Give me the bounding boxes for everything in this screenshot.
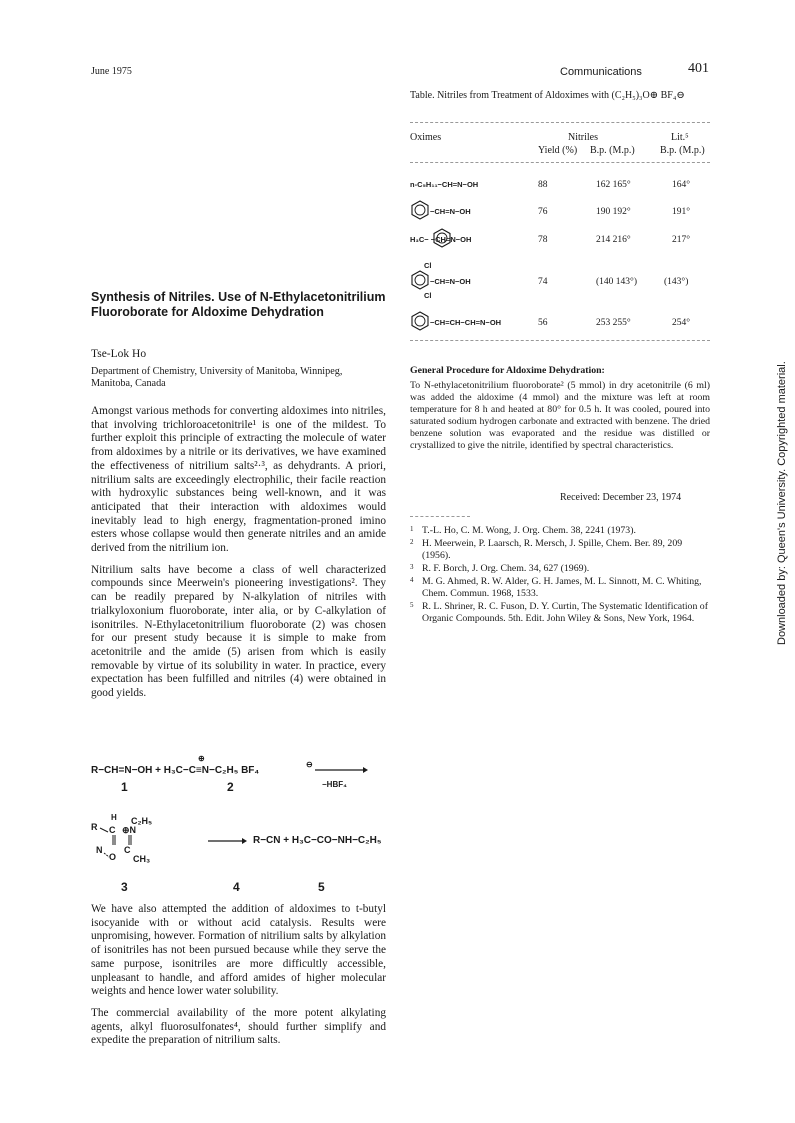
table-rule-top (410, 122, 710, 123)
reference-number: 2 (410, 538, 414, 546)
yield-value: 74 (538, 277, 548, 287)
col-bp: B.p. (M.p.) (590, 145, 635, 156)
table-rule-bottom (410, 340, 710, 341)
running-section: Communications (560, 66, 642, 78)
benzene-ring-icon (410, 311, 430, 331)
reference-item (410, 601, 710, 625)
reference-text: M. G. Ahmed, R. W. Alder, G. H. James, M. L. Sinnott, M. C. Whiting, Chem. Commun. 1968, 1533. (422, 576, 702, 599)
oxime-structure: −CH=CH−CH=N−OH (430, 318, 502, 327)
col-lit: Lit.⁵ (671, 132, 689, 143)
article-body-bottom (91, 903, 386, 1056)
reference-text: R. L. Shriner, R. C. Fuson, D. Y. Curtin, The Systematic Identification of Organic Compounds. 5th. Edit. John Wiley & Sons, New York, 1964. (422, 601, 708, 624)
oxime-structure: n-C₅H₁₁−CH=N−OH (410, 180, 479, 189)
col-yield: Yield (%) (538, 145, 578, 156)
procedure-text: To N-ethylacetonitrilium fluoroborate² (5 mmol) in dry acetonitrile (6 ml) was added the aldoxime (4 mmol) and the mixture was left at room temperature for 8 h and heated at 80° for 0.5 h. It was cooled, poured into saturated sodium hydrogen carbonate and extracted with benzene. The dried benzene solution was evaporated and the residue was distilled or crystallized to give the nitrile, identified by spectral characteristics. (410, 380, 710, 451)
running-date: June 1975 (91, 66, 132, 77)
ring-hydrogen: H (111, 813, 117, 822)
yield-value: 76 (538, 207, 548, 217)
procedure-heading: General Procedure for Aldoxime Dehydration: (410, 365, 605, 376)
col-nitriles: Nitriles (568, 132, 598, 143)
compound-number-5: 5 (318, 880, 325, 894)
reference-item (410, 563, 710, 575)
reaction-arrow-2 (206, 836, 248, 846)
page-number: 401 (688, 61, 709, 76)
article-title: Synthesis of Nitriles. Use of N-Ethylacetonitrilium Fluoroborate for Aldoxime Dehydration (91, 290, 386, 319)
reference-text: T.-L. Ho, C. M. Wong, J. Org. Chem. 38, 2241 (1973). (422, 525, 636, 536)
article-body-top (91, 405, 386, 709)
chloro-bottom: Cl (424, 291, 432, 300)
scheme-nitrilium-charge: ⊕ (198, 754, 205, 763)
bp-value: 190 192° (596, 207, 631, 217)
reference-number: 1 (410, 525, 414, 533)
reaction-arrow-1 (313, 764, 369, 776)
scheme-bf4-charge: ⊖ (306, 760, 313, 769)
reference-text: H. Meerwein, P. Laarsch, R. Mersch, J. Spille, Chem. Ber. 89, 209 (1956). (422, 538, 683, 561)
scheme-reaction-1: R−CH=N−OH + H₃C−C≡N−C₂H₅ BF₄ (91, 765, 260, 776)
download-watermark: Downloaded by: Queen's University. Copyrighted material. (776, 361, 788, 645)
general-procedure (410, 365, 710, 452)
received-date: Received: December 23, 1974 (560, 492, 682, 503)
reference-text: R. F. Borch, J. Org. Chem. 34, 627 (1969). (422, 563, 590, 574)
lit-value: 254° (672, 318, 691, 328)
reference-number: 4 (410, 576, 414, 584)
table-caption: Table. Nitriles from Treatment of Aldoximes with (C₂H₅)₃O⊕ BF₄⊖ (410, 90, 685, 101)
paragraph-1: Amongst various methods for converting aldoximes into nitriles, that involving trichloroacetonitrile¹ is one of the mildest. To further exploit this principle of extracting the molecule of water from aldoximes by a nitrile or its derivatives, we have examined the effectiveness of nitrilium salts²·³, as dehydrants. A priori, nitrilium salts are exceedingly electrophilic, their facile reaction with hydroxylic substances being well-known, and it was anticipated that their interaction with aldoximes would inevitably lead to high energy, fragmentation-proned imino esters whose collapse would then generate nitriles and an amide derived from the nitrilium ion. (91, 405, 386, 555)
ring-oxygen: O (109, 852, 117, 862)
lit-value: 217° (672, 235, 691, 245)
compound-number-4: 4 (233, 880, 240, 894)
bp-value: 253 255° (596, 318, 631, 328)
lit-value: 164° (672, 180, 691, 190)
col-lit-bp: B.p. (M.p.) (660, 145, 705, 156)
reference-number: 5 (410, 601, 414, 609)
ring-methyl: CH₃ (133, 854, 151, 864)
reference-item (410, 525, 710, 537)
compound-number-3: 3 (121, 880, 128, 894)
reference-item (410, 576, 710, 600)
paragraph-4: The commercial availability of the more potent alkylating agents, alkyl fluorosulfonates⁴, should further simplify and expedite the preparation of nitrilium salts. (91, 1006, 386, 1047)
ring-ethyl: C₂H₅ (131, 816, 153, 826)
reference-number: 3 (410, 563, 414, 571)
nitriles-table (410, 122, 710, 342)
references-list (410, 525, 710, 626)
ring-carbon: C (109, 825, 116, 835)
scheme-products: R−CN + H₃C−CO−NH−C₂H₅ (253, 835, 382, 846)
benzene-ring-icon (410, 270, 430, 290)
author: Tse-Lok Ho (91, 348, 147, 360)
yield-value: 56 (538, 318, 548, 328)
ring-bonds (91, 812, 181, 867)
scheme-condition: −HBF₄ (322, 780, 347, 789)
bp-value: (140 143°) (596, 277, 638, 287)
imino-ester-structure (91, 812, 181, 862)
lit-value: 191° (672, 207, 691, 217)
bp-value: 214 216° (596, 235, 631, 245)
compound-number-1: 1 (121, 780, 128, 794)
ring-nitrogen: N (96, 845, 103, 855)
lit-value: (143°) (664, 277, 689, 287)
oxime-structure: −CH=N−OH (430, 207, 471, 216)
bp-value: 162 165° (596, 180, 631, 190)
compound-number-2: 2 (227, 780, 234, 794)
reference-item (410, 538, 710, 562)
yield-value: 88 (538, 180, 548, 190)
col-oximes: Oximes (410, 132, 442, 143)
benzene-ring-icon (410, 200, 430, 220)
yield-value: 78 (538, 235, 548, 245)
table-rule-mid (410, 162, 710, 163)
affiliation: Department of Chemistry, University of Manitoba, Winnipeg, Manitoba, Canada (91, 366, 343, 389)
paragraph-2: Nitrilium salts have become a class of well characterized compounds since Meerwein's pioneering investigations². They can be readily prepared by N-alkylation of nitriles with trialkyloxonium fluoroborate, inter alia, or by C-alkylation of isonitriles. N-Ethylacetonitrilium fluoroborate (2) was chosen for our present study because it is simple to make from acetonitrile and the amide (5) arisen from which is easily removable by virtue of its solubility in water. In practice, every expectation has been fulfilled and nitriles (4) were obtained in good yields. (91, 563, 386, 700)
oxime-structure: H₃C− −CH=N−OH (410, 235, 472, 244)
chloro-top: Cl (424, 261, 432, 270)
ring-nitrogen-plus: ⊕N (122, 825, 137, 835)
benzene-ring-icon (432, 228, 452, 248)
oxime-structure: −CH=N−OH (430, 277, 471, 286)
ring-carbon-2: C (124, 845, 131, 855)
references-divider (410, 516, 470, 517)
paragraph-3: We have also attempted the addition of aldoximes to t-butyl isocyanide with or without acid catalysis. Results were unpromising, however. Formation of nitrilium salts by alkylation of isonitriles has not been pursued because while they serve the same purpose, isonitriles are more difficultly accessible, unpleasant to handle, and afford amides of higher molecular weights and hence lower water solubility. (91, 903, 386, 998)
ring-substituent-r: R (91, 822, 98, 832)
